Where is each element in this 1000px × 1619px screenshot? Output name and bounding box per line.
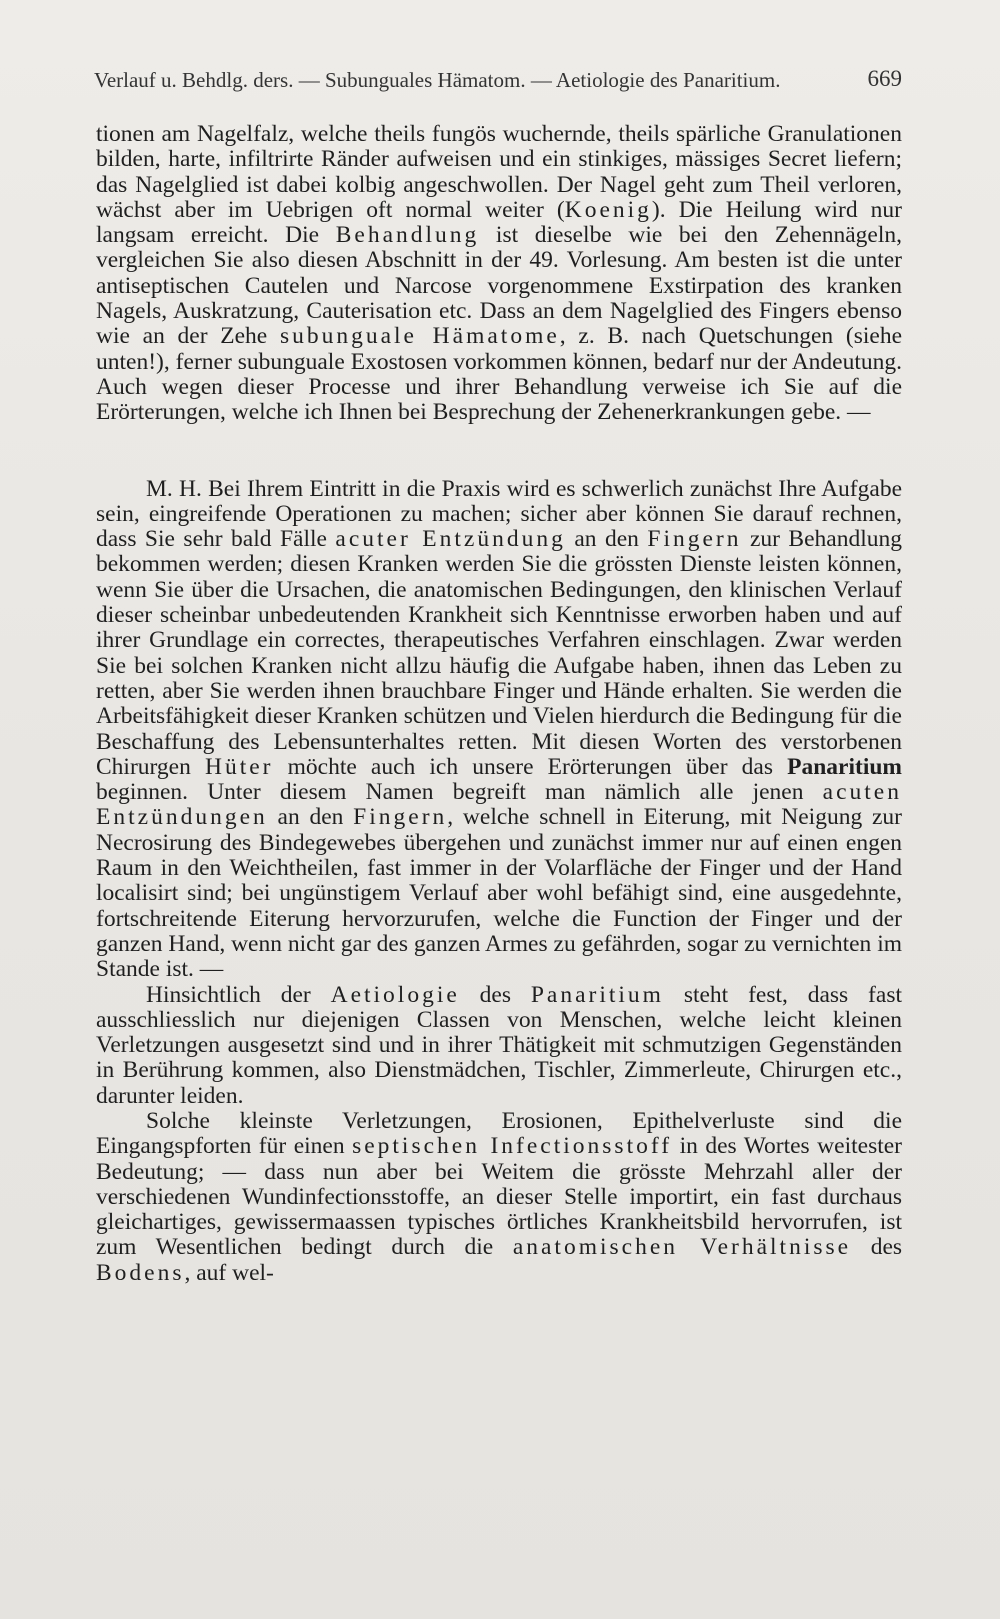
text-run: , auf wel- — [184, 1259, 274, 1286]
text-run: des — [851, 1234, 903, 1261]
text-run: in des Wortes weitester Bedeutung; — dass nun aber bei Weitem die grösste Mehrzahl aller der verschiedenen Wundinfectionsstoffe, an dieser Stelle importirt, ein fast durchaus gleichartiges, gewissermaassen typisches örtliches Krankheitsbild hervorrufen, ist zum Wesentlichen bedingt durch die — [96, 1133, 902, 1261]
spaced-emphasis: Behandlung — [335, 222, 480, 249]
text-run: , z. B. nach Quetschungen (siehe unten!), ferner subunguale Exostosen vorkommen können, bedarf nur der Andeutung. Auch wegen dieser Processe und ihrer Behandlung verweise ich Sie auf die Erörterungen, welche ich Ihnen bei Besprechung der Zehenerkrankungen gebe. — — [96, 323, 902, 426]
spaced-emphasis: anatomischen Verhältnisse — [512, 1234, 852, 1261]
paragraph-4 — [96, 1109, 902, 1286]
spaced-emphasis: Panaritium — [530, 981, 664, 1008]
text-run: steht fest, dass fast ausschliesslich nur diejenigen Classen von Menschen, welche leicht kleinen Verletzungen ausgesetzt sind und in ihrer Thätigkeit mit schmutzigen Gegenständen in Berührung kommen, also Dienstmädchen, Tischler, Zimmerleute, Chirurgen etc., darunter leiden. — [96, 981, 902, 1109]
text-run: ). Die Heilung wird nur langsam erreicht. Die — [96, 196, 902, 249]
text-run: , welche schnell in Eiterung, mit Neigung zur Necrosirung des Bindegewebes übergehen und zunächst immer nur auf einen engen Raum in den Weichtheilen, fast immer in der Volarfläche der Finger und der Hand localisirt sind; bei ungünstigem Verlauf aber wohl befähigt sind, eine ausgedehnte, fortschreitende Eiterung hervorzurufen, welche die Function der Finger und der ganzen Hand, wenn nicht gar des ganzen Armes zu gefährden, sogar zu vernichten im Stande ist. — — [96, 804, 902, 983]
spaced-emphasis: Bodens — [96, 1259, 185, 1286]
body-text — [96, 122, 902, 1286]
paragraph-3 — [96, 983, 902, 1109]
running-title: Verlauf u. Behdlg. ders. — Subunguales Hämatom. — Aetiologie des Panaritium. — [94, 68, 781, 92]
text-run: beginnen. Unter diesem Namen begreift man nämlich alle jenen — [96, 779, 823, 806]
text-run: Solche kleinste Verletzungen, Erosionen, Epithelverluste sind die Eingangspforten für einen — [96, 1107, 902, 1160]
spaced-emphasis: Aetiologie — [330, 981, 460, 1008]
text-run: an den — [565, 526, 648, 553]
running-header — [94, 68, 902, 93]
spaced-emphasis: subunguale Hämatome — [279, 323, 560, 350]
page-number: 669 — [867, 66, 902, 91]
paragraph-1 — [96, 122, 902, 426]
text-run: an den — [267, 804, 354, 831]
text-run: zur Behandlung bekommen werden; diesen Kranken werden Sie die grössten Dienste leisten können, wenn Sie über die Ursachen, die anatomischen Bedingungen, den klinischen Verlauf dieser scheinbar unbedeutenden Krankheit sich Kenntnisse erworben haben und auf ihrer Grundlage ein correctes, therapeutisches Verfahren einschlagen. Zwar werden Sie bei solchen Kranken nicht allzu häufig die Aufgabe haben, ihnen das Leben zu retten, aber Sie werden ihnen brauchbare Finger und Hände erhalten. Sie werden die Arbeitsfähigkeit dieser Kranken schützen und Vielen hierdurch die Bedingung für die Beschaffung des Lebensunterhaltes retten. Mit diesen Worten des verstorbenen Chirurgen — [96, 526, 902, 780]
spaced-author-name: Koenig — [564, 196, 652, 223]
text-run: Hinsichtlich der — [146, 981, 331, 1008]
bold-term: Panaritium — [787, 753, 902, 780]
spaced-emphasis: Fingern — [647, 526, 742, 553]
text-run: M. H. Bei Ihrem Eintritt in die Praxis wird es schwerlich zunächst Ihre Aufgabe sein, eingreifende Operationen zu machen; sicher aber können Sie darauf rechnen, dass Sie sehr bald Fälle — [96, 475, 902, 553]
spaced-emphasis: septischen Infectionsstoff — [352, 1133, 673, 1160]
spaced-emphasis: Fingern — [353, 804, 448, 831]
spaced-author-name: Hüter — [204, 753, 274, 780]
section-gap — [96, 426, 902, 477]
paragraph-2 — [96, 477, 902, 983]
spaced-emphasis: acuten Entzündungen — [96, 779, 902, 831]
text-run: tionen am Nagelfalz, welche theils fungös wuchernde, theils spärliche Granulationen bilden, harte, infiltrirte Ränder aufweisen und ein stinkiges, mässiges Secret liefern; das Nagelglied ist dabei kolbig angeschwollen. Der Nagel geht zum Theil verloren, wächst aber im Uebrigen oft normal weiter ( — [96, 121, 902, 223]
text-run: des — [459, 981, 531, 1008]
text-run: möchte auch ich unsere Erörterungen über das — [273, 753, 788, 780]
text-run: ist dieselbe wie bei den Zehennägeln, vergleichen Sie also diesen Abschnitt in der 49. Vorlesung. Am besten ist die unter antiseptischen Cautelen und Narcose vorgenommene Exstirpation des kranken Nagels, Auskratzung, Cauterisation etc. Dass an dem Nagelglied des Fingers ebenso wie an der Zehe — [96, 222, 903, 350]
spaced-emphasis: acuter Entzündung — [335, 526, 566, 553]
